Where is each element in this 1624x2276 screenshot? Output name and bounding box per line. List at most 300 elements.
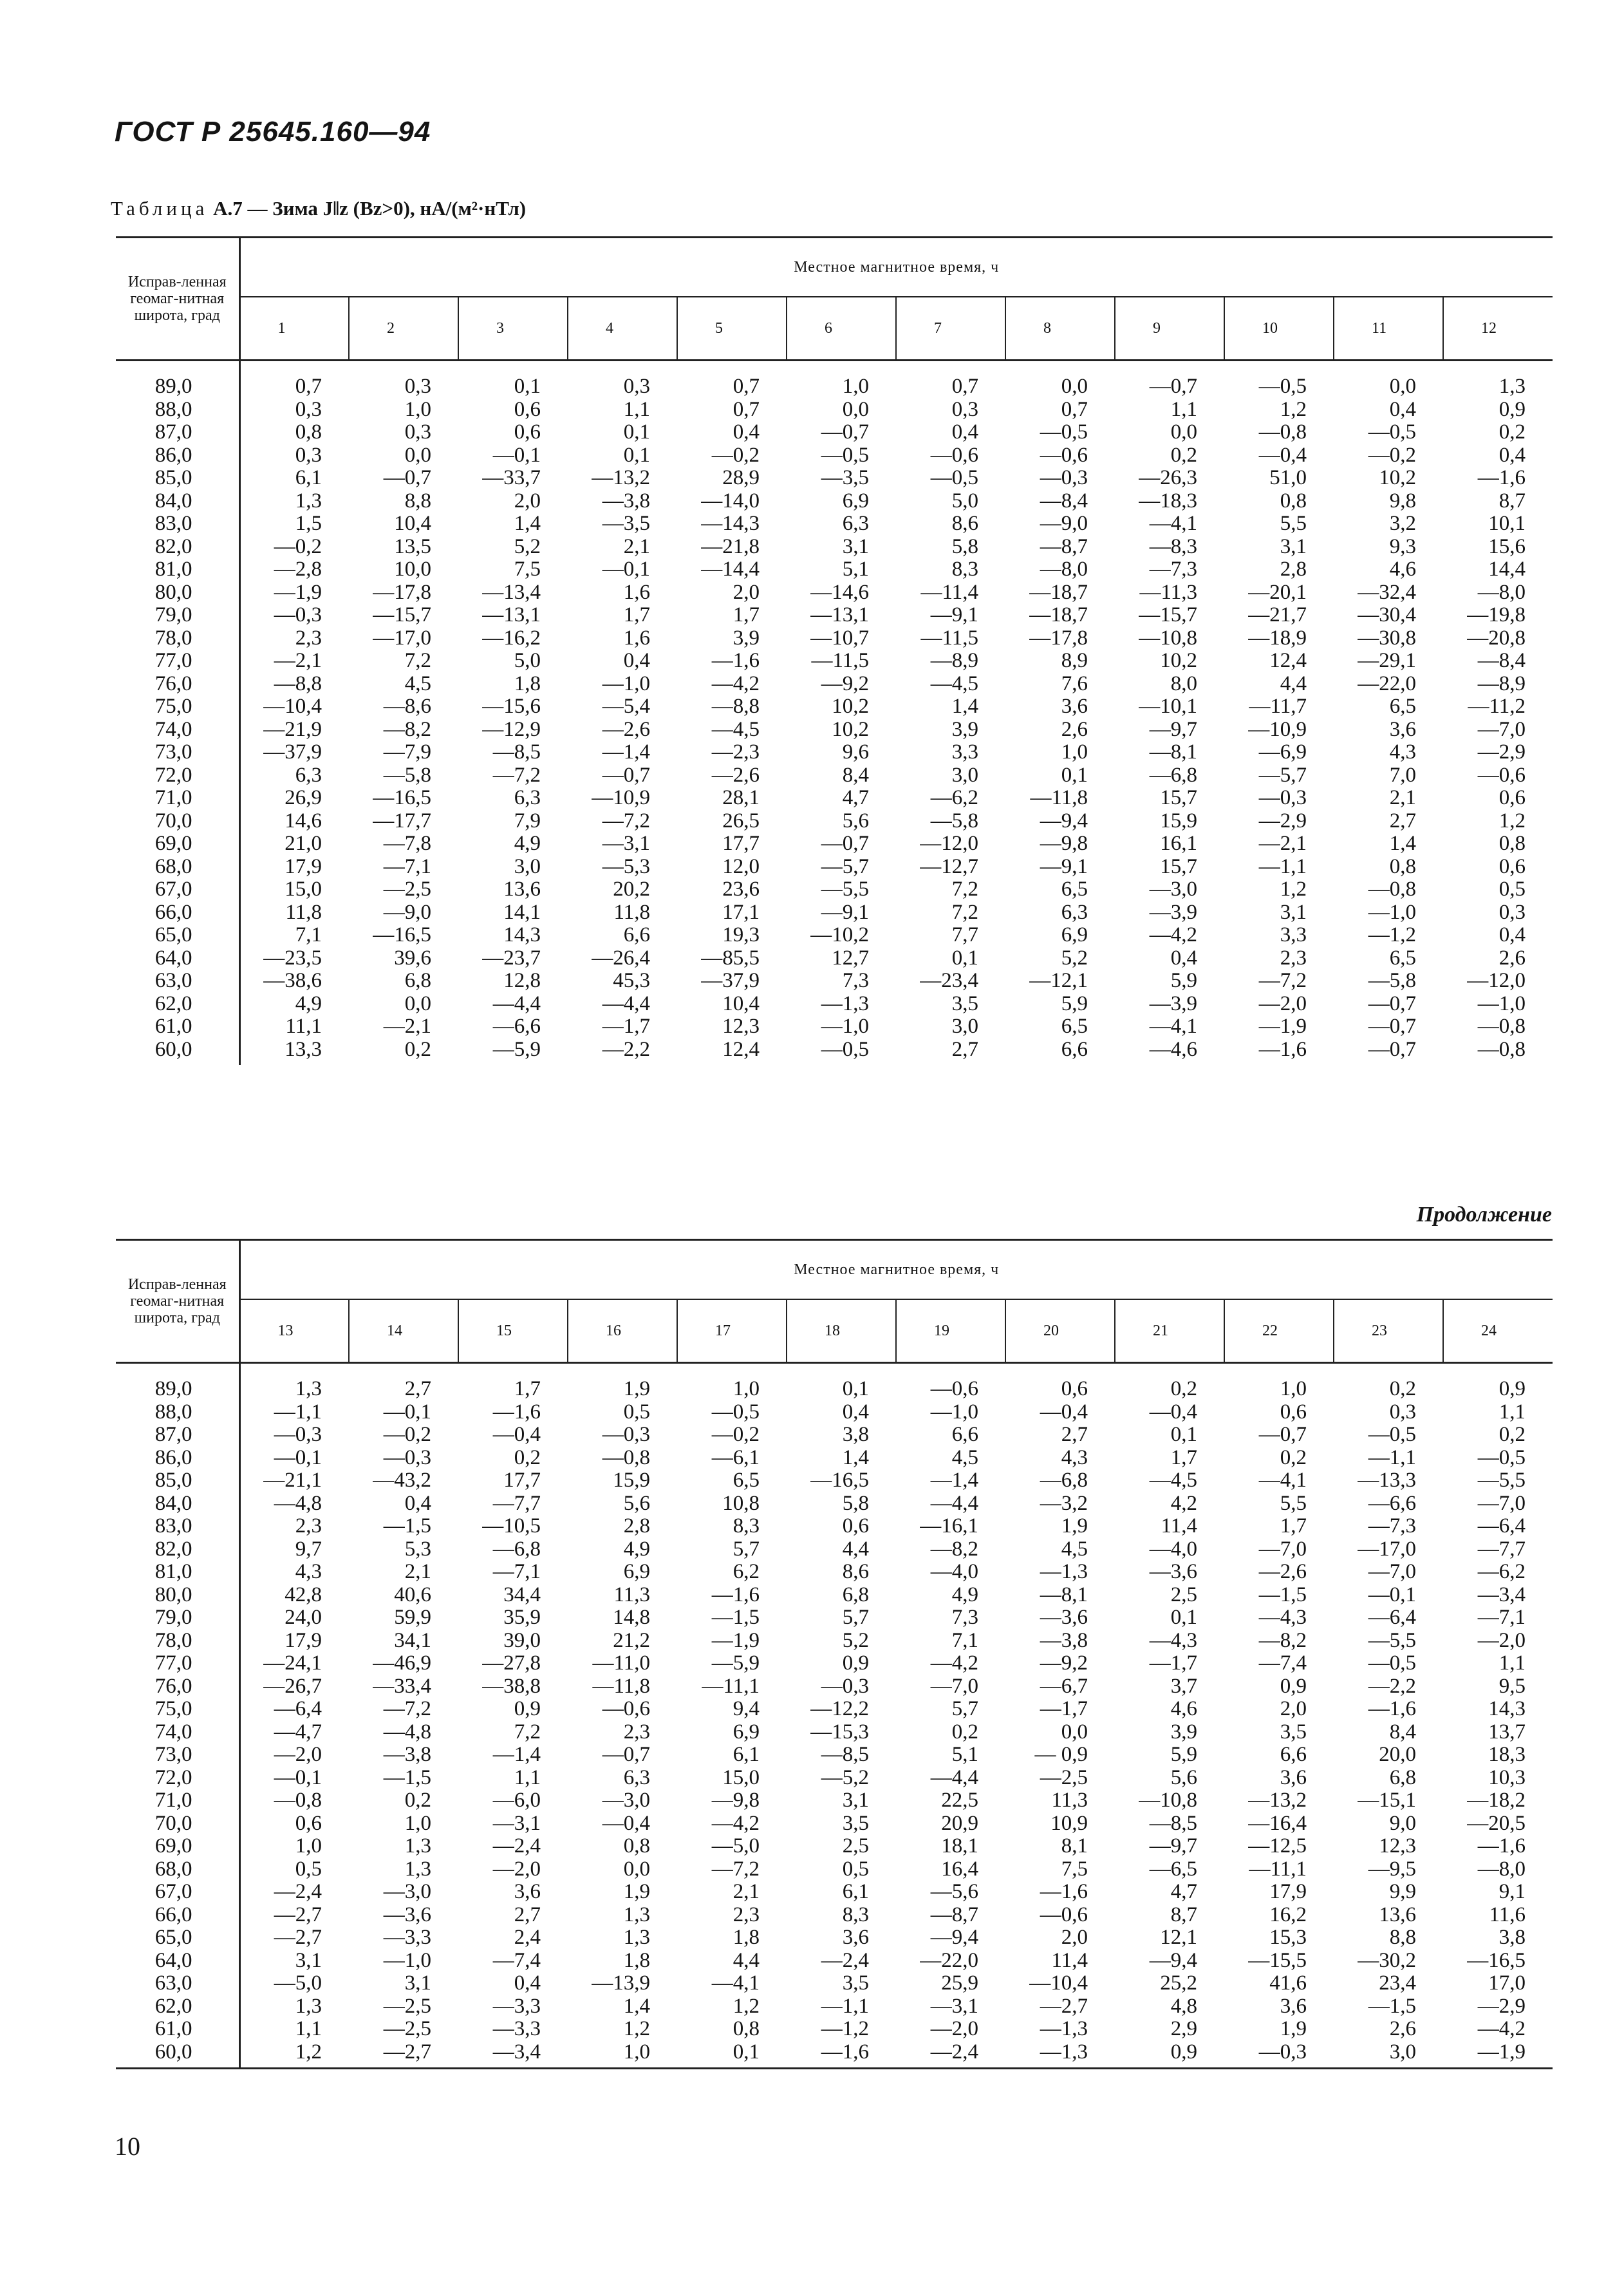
value-cell: —7,7: [1477, 1537, 1526, 1561]
value-cell: 9,3: [1389, 534, 1416, 558]
value-cell: 6,3: [623, 1765, 650, 1789]
value-cell: —5,0: [274, 1971, 322, 1995]
value-cell: —8,1: [1040, 1583, 1088, 1606]
value-cell: —0,3: [274, 603, 322, 626]
latitude-cell: 86,0: [116, 444, 239, 467]
value-cell: —4,5: [711, 717, 760, 741]
latitude-cell: 64,0: [116, 1950, 239, 1973]
table-row: [116, 878, 1553, 901]
value-cell: —5,5: [1477, 1469, 1526, 1492]
value-cell: 0,2: [1170, 443, 1197, 467]
value-cell: 7,5: [514, 558, 541, 581]
value-cell: —7,0: [930, 1674, 978, 1698]
table-row: [116, 1652, 1553, 1675]
value-cell: 1,0: [842, 375, 869, 398]
value-cell: —13,2: [592, 466, 650, 489]
value-cell: —20,1: [1248, 580, 1307, 604]
value-cell: 0,1: [1170, 1423, 1197, 1446]
latitude-cell: 83,0: [116, 1515, 239, 1538]
value-cell: —2,2: [1368, 1674, 1416, 1698]
value-cell: —9,4: [1149, 1948, 1197, 1972]
hour-header: 13: [239, 1299, 349, 1363]
value-cell: —30,4: [1358, 603, 1416, 626]
value-cell: —9,1: [1040, 854, 1088, 878]
value-cell: 7,1: [295, 923, 322, 946]
value-cell: —7,0: [1258, 1537, 1307, 1561]
latitude-cell: 81,0: [116, 558, 239, 581]
value-cell: 7,0: [1389, 763, 1416, 787]
value-cell: 3,0: [1334, 2041, 1443, 2069]
value-cell: 3,8: [842, 1423, 869, 1446]
value-cell: —1,1: [1258, 854, 1307, 878]
value-cell: 3,3: [951, 740, 978, 764]
value-cell: 20,9: [941, 1811, 978, 1835]
value-cell: 1,2: [1498, 809, 1526, 832]
value-cell: —4,8: [383, 1720, 431, 1744]
value-cell: 10,4: [722, 992, 760, 1015]
value-cell: —3,0: [1149, 878, 1197, 901]
table-row: [116, 924, 1553, 947]
value-cell: 5,1: [951, 1743, 978, 1766]
value-cell: 7,2: [514, 1720, 541, 1744]
latitude-cell: 72,0: [116, 1767, 239, 1790]
value-cell: —2,9: [1477, 1994, 1526, 2018]
value-cell: 0,5: [295, 1857, 322, 1881]
value-cell: 1,8: [733, 1926, 760, 1949]
value-cell: 14,8: [613, 1606, 650, 1629]
value-cell: —11,5: [811, 649, 869, 672]
value-cell: 0,4: [733, 420, 760, 444]
value-cell: 1,1: [1498, 1651, 1526, 1675]
value-cell: 13,3: [285, 1037, 322, 1061]
value-cell: 0,4: [514, 1971, 541, 1995]
value-cell: —1,0: [383, 1948, 431, 1972]
value-cell: 0,6: [1061, 1377, 1088, 1400]
value-cell: 1,3: [295, 1994, 322, 2018]
value-cell: 1,7: [1280, 1514, 1307, 1538]
value-cell: 0,0: [623, 1857, 650, 1881]
value-cell: 9,5: [1498, 1674, 1526, 1698]
value-cell: 3,1: [1280, 534, 1307, 558]
latitude-cell: 75,0: [116, 695, 239, 719]
value-cell: —13,9: [592, 1971, 650, 1995]
value-cell: —1,1: [821, 1994, 869, 2018]
value-cell: 5,7: [842, 1606, 869, 1629]
value-cell: 17,7: [722, 832, 760, 855]
value-cell: —1,6: [1040, 1880, 1088, 1903]
value-cell: 10,9: [1050, 1811, 1088, 1835]
value-cell: 6,9: [623, 1560, 650, 1583]
value-cell: —6,4: [1477, 1514, 1526, 1538]
latitude-cell: 62,0: [116, 993, 239, 1016]
value-cell: 6,3: [514, 786, 541, 809]
value-cell: —5,4: [602, 695, 650, 718]
value-cell: 6,2: [733, 1560, 760, 1583]
value-cell: 7,5: [1061, 1857, 1088, 1881]
value-cell: 6,3: [842, 512, 869, 535]
hour-header: 17: [677, 1299, 787, 1363]
value-cell: 0,1: [842, 1377, 869, 1400]
value-cell: 1,0: [733, 1377, 760, 1400]
hour-header: 15: [458, 1299, 568, 1363]
value-cell: 6,8: [842, 1583, 869, 1606]
value-cell: 20,0: [1379, 1743, 1416, 1766]
value-cell: 4,9: [951, 1583, 978, 1606]
value-cell: 8,3: [733, 1514, 760, 1538]
value-cell: 7,6: [1061, 672, 1088, 695]
table-row: [116, 1881, 1553, 1904]
value-cell: 28,9: [722, 466, 760, 489]
value-cell: —18,9: [1248, 626, 1307, 650]
value-cell: —1,4: [930, 1469, 978, 1492]
value-cell: 0,0: [404, 992, 431, 1015]
value-cell: 1,8: [623, 1948, 650, 1972]
latitude-cell: 68,0: [116, 856, 239, 879]
value-cell: 6,6: [1280, 1743, 1307, 1766]
value-cell: 3,3: [1280, 923, 1307, 946]
value-cell: —5,5: [1368, 1628, 1416, 1652]
value-cell: 0,5: [842, 1857, 869, 1881]
value-cell: —3,0: [602, 1789, 650, 1812]
table-row: [116, 947, 1553, 970]
value-cell: —37,9: [263, 740, 322, 764]
value-cell: —33,4: [373, 1674, 431, 1698]
value-cell: 3,0: [514, 854, 541, 878]
value-cell: —5,7: [821, 854, 869, 878]
value-cell: 3,2: [1389, 512, 1416, 535]
value-cell: — 0,9: [1034, 1743, 1088, 1766]
value-cell: 4,4: [733, 1948, 760, 1972]
value-cell: —9,7: [1149, 717, 1197, 741]
value-cell: —7,0: [1477, 717, 1526, 741]
value-cell: —10,9: [592, 786, 650, 809]
value-cell: 1,0: [1061, 740, 1088, 764]
value-cell: 0,8: [1498, 832, 1526, 855]
value-cell: 6,6: [951, 1423, 978, 1446]
value-cell: 1,3: [404, 1857, 431, 1881]
value-cell: 4,8: [1170, 1994, 1197, 2018]
value-cell: 6,6: [623, 923, 650, 946]
value-cell: —3,1: [492, 1811, 541, 1835]
value-cell: 5,9: [1170, 1743, 1197, 1766]
value-cell: 0,5: [1498, 878, 1526, 901]
value-cell: —3,8: [1040, 1628, 1088, 1652]
value-cell: 4,9: [623, 1537, 650, 1561]
value-cell: 9,7: [295, 1537, 322, 1561]
value-cell: —22,0: [920, 1948, 978, 1972]
value-cell: 1,2: [1280, 397, 1307, 421]
table-row: [116, 1561, 1553, 1584]
value-cell: —0,2: [274, 534, 322, 558]
value-cell: —1,5: [383, 1765, 431, 1789]
value-cell: 5,1: [842, 558, 869, 581]
table-row: [116, 1767, 1553, 1790]
latitude-cell: 77,0: [116, 650, 239, 673]
value-cell: —8,8: [711, 695, 760, 718]
value-cell: 1,3: [404, 1834, 431, 1857]
value-cell: —1,1: [1368, 1445, 1416, 1469]
value-cell: —18,7: [1029, 580, 1088, 604]
value-cell: 6,9: [1061, 923, 1088, 946]
latitude-cell: 76,0: [116, 1675, 239, 1698]
hour-header: 14: [349, 1299, 458, 1363]
value-cell: 5,5: [1280, 512, 1307, 535]
value-cell: —0,6: [930, 443, 978, 467]
value-cell: 12,8: [503, 969, 541, 992]
value-cell: —17,0: [1358, 1537, 1416, 1561]
table-row: [116, 1789, 1553, 1812]
value-cell: 1,9: [623, 1377, 650, 1400]
latitude-cell: 84,0: [116, 490, 239, 513]
value-cell: 6,3: [295, 763, 322, 787]
value-cell: —4,4: [492, 992, 541, 1015]
value-cell: —0,6: [1040, 1903, 1088, 1926]
value-cell: 17,1: [722, 900, 760, 924]
value-cell: 8,1: [1061, 1834, 1088, 1857]
value-cell: —3,6: [383, 1903, 431, 1926]
value-cell: —13,4: [482, 580, 541, 604]
value-cell: —10,4: [1029, 1971, 1088, 1995]
value-cell: 7,2: [404, 649, 431, 672]
value-cell: 0,4: [951, 420, 978, 444]
latitude-cell: 69,0: [116, 832, 239, 856]
value-cell: 0,8: [295, 420, 322, 444]
value-cell: —16,5: [373, 923, 431, 946]
value-cell: 2,0: [1061, 1926, 1088, 1949]
value-cell: 15,6: [1488, 534, 1526, 558]
hour-header: 24: [1443, 1299, 1553, 1363]
table-row: [116, 764, 1553, 787]
value-cell: 0,2: [404, 1789, 431, 1812]
value-cell: —5,0: [711, 1834, 760, 1857]
value-cell: —12,1: [1029, 969, 1088, 992]
value-cell: 40,6: [394, 1583, 431, 1606]
value-cell: —8,4: [1040, 489, 1088, 513]
value-cell: —0,3: [1224, 2041, 1334, 2069]
value-cell: 1,4: [951, 695, 978, 718]
value-cell: 3,9: [951, 717, 978, 741]
value-cell: 0,1: [623, 420, 650, 444]
value-cell: —0,7: [1368, 1015, 1416, 1038]
value-cell: —2,5: [383, 1994, 431, 2018]
value-cell: 7,2: [951, 900, 978, 924]
value-cell: 15,3: [1269, 1926, 1307, 1949]
value-cell: 1,1: [623, 397, 650, 421]
value-cell: 2,7: [951, 1037, 978, 1061]
value-cell: —6,7: [1040, 1674, 1088, 1698]
value-cell: —10,7: [810, 626, 869, 650]
latitude-cell: 85,0: [116, 1469, 239, 1492]
value-cell: 18,1: [941, 1834, 978, 1857]
value-cell: 8,4: [1389, 1720, 1416, 1744]
value-cell: —11,1: [1249, 1857, 1307, 1881]
value-cell: 1,6: [623, 580, 650, 604]
value-cell: —11,8: [592, 1674, 650, 1698]
value-cell: 1,7: [514, 1377, 541, 1400]
value-cell: —2,4: [492, 1834, 541, 1857]
data-table-hours-13-24: [116, 1239, 1553, 2069]
value-cell: 15,0: [722, 1765, 760, 1789]
value-cell: 14,3: [503, 923, 541, 946]
value-cell: 1,7: [1170, 1445, 1197, 1469]
value-cell: 2,1: [404, 1560, 431, 1583]
value-cell: —3,5: [821, 466, 869, 489]
table-row: [116, 1675, 1553, 1698]
value-cell: —3,2: [1040, 1491, 1088, 1515]
value-cell: 10,2: [832, 695, 869, 718]
table-row: [116, 1492, 1553, 1516]
value-cell: —85,5: [701, 946, 760, 970]
value-cell: 3,8: [1498, 1926, 1526, 1949]
value-cell: —1,6: [1258, 1037, 1307, 1061]
value-cell: —0,1: [1368, 1583, 1416, 1606]
value-cell: —7,7: [492, 1491, 541, 1515]
value-cell: —2,7: [349, 2041, 458, 2069]
value-cell: 4,7: [842, 786, 869, 809]
table-caption-label: Таблица: [111, 197, 209, 220]
value-cell: —0,6: [1040, 443, 1088, 467]
value-cell: 0,0: [1389, 375, 1416, 398]
value-cell: —0,4: [602, 1811, 650, 1835]
value-cell: 51,0: [1269, 466, 1307, 489]
value-cell: —1,5: [1368, 1994, 1416, 2018]
value-cell: —6,2: [1477, 1560, 1526, 1583]
hour-header: 3: [458, 297, 568, 361]
value-cell: —12,7: [920, 854, 978, 878]
value-cell: —2,7: [274, 1903, 322, 1926]
table-row: [116, 1469, 1553, 1492]
value-cell: —0,5: [1477, 1445, 1526, 1469]
table-caption: [111, 197, 526, 220]
value-cell: 1,3: [623, 1926, 650, 1949]
value-cell: —37,9: [701, 969, 760, 992]
value-cell: —29,1: [1358, 649, 1416, 672]
value-cell: —16,5: [373, 786, 431, 809]
value-cell: —13,1: [810, 603, 869, 626]
table-row: [116, 1447, 1553, 1470]
value-cell: 11,8: [285, 900, 322, 924]
value-cell: 1,2: [239, 2041, 349, 2069]
value-cell: 7,3: [951, 1606, 978, 1629]
value-cell: 0,2: [951, 1720, 978, 1744]
value-cell: 1,1: [1498, 1400, 1526, 1424]
value-cell: —4,5: [930, 672, 978, 695]
value-cell: 3,6: [1061, 695, 1088, 718]
hour-header: 6: [787, 297, 896, 361]
value-cell: 1,3: [295, 1377, 322, 1400]
value-cell: 8,4: [842, 763, 869, 787]
value-cell: —11,7: [1249, 695, 1307, 718]
value-cell: —3,8: [602, 489, 650, 513]
value-cell: 3,1: [842, 1789, 869, 1812]
value-cell: —23,5: [263, 946, 322, 970]
value-cell: —15,7: [1139, 603, 1197, 626]
hour-header: 22: [1224, 1299, 1334, 1363]
value-cell: 45,3: [613, 969, 650, 992]
value-cell: —17,0: [373, 626, 431, 650]
value-cell: 12,0: [722, 854, 760, 878]
latitude-cell: 78,0: [116, 627, 239, 650]
value-cell: —13,1: [482, 603, 541, 626]
latitude-cell: 67,0: [116, 1881, 239, 1904]
value-cell: 6,5: [1389, 946, 1416, 970]
value-cell: —1,3: [1005, 2041, 1115, 2069]
value-cell: 4,4: [1280, 672, 1307, 695]
value-cell: —3,1: [602, 832, 650, 855]
value-cell: —0,7: [602, 1743, 650, 1766]
value-cell: 3,6: [1389, 717, 1416, 741]
value-cell: 21,2: [613, 1628, 650, 1652]
value-cell: 2,3: [295, 626, 322, 650]
value-cell: —9,4: [1040, 809, 1088, 832]
latitude-cell: 85,0: [116, 467, 239, 490]
value-cell: —0,6: [602, 1697, 650, 1720]
value-cell: 4,7: [1170, 1880, 1197, 1903]
value-cell: 1,1: [295, 2017, 322, 2040]
value-cell: 39,0: [503, 1628, 541, 1652]
table-row: [116, 444, 1553, 467]
latitude-cell: 61,0: [116, 1015, 239, 1039]
value-cell: 15,7: [1160, 786, 1197, 809]
value-cell: —7,8: [383, 832, 431, 855]
value-cell: —4,3: [1258, 1606, 1307, 1629]
value-cell: —4,2: [711, 672, 760, 695]
value-cell: 0,8: [1280, 489, 1307, 513]
value-cell: 0,9: [1498, 1377, 1526, 1400]
value-cell: —14,4: [701, 558, 760, 581]
value-cell: 12,4: [722, 1037, 760, 1061]
value-cell: —1,5: [1258, 1583, 1307, 1606]
value-cell: 5,9: [1170, 969, 1197, 992]
value-cell: 3,0: [951, 763, 978, 787]
local-time-group-header: Местное магнитное время, ч: [239, 238, 1553, 297]
value-cell: 0,0: [842, 397, 869, 421]
value-cell: 2,3: [1280, 946, 1307, 970]
value-cell: 0,4: [842, 1400, 869, 1424]
value-cell: 2,0: [514, 489, 541, 513]
value-cell: —2,7: [274, 1926, 322, 1949]
latitude-cell: 77,0: [116, 1652, 239, 1675]
value-cell: —4,2: [930, 1651, 978, 1675]
value-cell: —0,3: [821, 1674, 869, 1698]
value-cell: —5,5: [821, 878, 869, 901]
value-cell: 1,1: [514, 1765, 541, 1789]
value-cell: —1,5: [711, 1606, 760, 1629]
value-cell: 9,1: [1498, 1880, 1526, 1903]
value-cell: —23,4: [920, 969, 978, 992]
value-cell: 0,7: [295, 375, 322, 398]
value-cell: —1,7: [1149, 1651, 1197, 1675]
value-cell: 2,7: [404, 1377, 431, 1400]
value-cell: 1,0: [1280, 1377, 1307, 1400]
value-cell: —0,8: [1368, 878, 1416, 901]
value-cell: —3,4: [1477, 1583, 1526, 1606]
value-cell: —3,3: [492, 1994, 541, 2018]
latitude-cell: 66,0: [116, 1904, 239, 1927]
value-cell: —16,5: [1467, 1948, 1526, 1972]
value-cell: 0,7: [733, 375, 760, 398]
value-cell: —4,6: [1149, 1037, 1197, 1061]
value-cell: —6,6: [492, 1015, 541, 1038]
value-cell: —4,5: [1149, 1469, 1197, 1492]
hour-header: 11: [1334, 297, 1443, 361]
value-cell: 0,2: [1498, 1423, 1526, 1446]
value-cell: —9,1: [930, 603, 978, 626]
value-cell: —17,7: [373, 809, 431, 832]
value-cell: 2,7: [514, 1903, 541, 1926]
table-row: [116, 695, 1553, 719]
value-cell: 0,2: [1498, 420, 1526, 444]
